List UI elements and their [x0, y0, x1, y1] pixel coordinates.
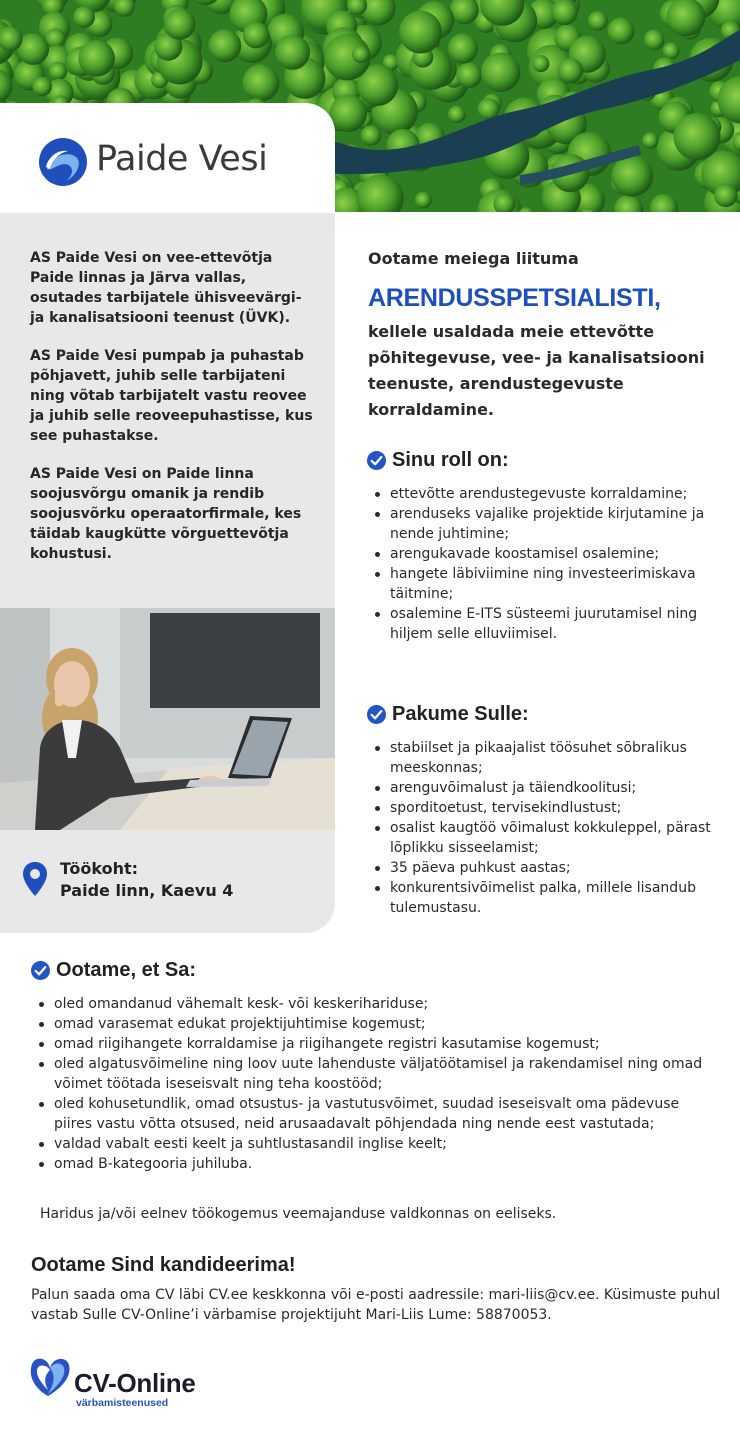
- left-panel: [0, 103, 335, 933]
- cv-online-logo: [28, 1356, 196, 1409]
- list-item: 35 päeva puhkust aastas;: [367, 858, 727, 878]
- company-intro: [30, 248, 320, 582]
- location-label: Töökoht:: [60, 859, 139, 878]
- list-item: omad riigihangete korraldamise ja riigihangete registri kasutamise kogemust;: [31, 1034, 721, 1054]
- list-item: stabiilset ja pikaajalist töösuhet sõbralikus meeskonnas;: [367, 738, 727, 778]
- list-item: oled omandanud vähemalt kesk- või keskerihariduse;: [31, 994, 721, 1014]
- preference-note: Haridus ja/või eelnev töökogemus veemajanduse valdkonnas on eeliseks.: [40, 1206, 557, 1222]
- offer-description: kellele usaldada meie ettevõtte põhitegevuse, vee- ja kanalisatsiooni teenuste, arendustegevuste korraldamine.: [368, 322, 705, 419]
- list-item: osalemine E-ITS süsteemi juurutamisel ning hiljem selle elluviimisel.: [367, 604, 727, 644]
- job-offer: [368, 244, 718, 423]
- list-item: oled kohusetundlik, omad otsustus- ja vastutusvõimet, suudad iseseisvalt oma pädevuse piires vastu võtta otsused, neid arusaadavalt põhjendada ning nende eest vastutada;: [31, 1094, 721, 1134]
- list-item: omad B-kategooria juhiluba.: [31, 1154, 721, 1174]
- list-item: valdad vabalt eesti keelt ja suhtlustasandil inglise keelt;: [31, 1134, 721, 1154]
- list-item: arengukavade koostamisel osalemine;: [367, 544, 727, 564]
- role-heading: Sinu roll on:: [392, 449, 509, 471]
- woman-on-phone-at-laptop-photo: [0, 608, 335, 830]
- check-circle-icon: [367, 705, 386, 724]
- benefits-list: [367, 738, 727, 918]
- intro-paragraph: AS Paide Vesi on Paide linna soojusvõrgu omanik ja rendib soojusvõrku operaatorfirmale, kes täidab kaugkütte võrguettevõtja kohustusi.: [30, 466, 302, 562]
- list-item: hangete läbiviimine ning investeerimiskava täitmine;: [367, 564, 727, 604]
- offer-lead: Ootame meiega liituma: [368, 249, 579, 268]
- cv-online-logo-icon: [28, 1356, 72, 1400]
- apply-heading: Ootame Sind kandideerima!: [31, 1254, 296, 1276]
- cv-online-name: CV-Online: [74, 1368, 196, 1398]
- apply-section: [31, 1254, 721, 1325]
- check-circle-icon: [367, 451, 386, 470]
- intro-paragraph: AS Paide Vesi on vee-ettevõtja Paide linnas ja Järva vallas, osutades tarbijatele ühisveevärgi- ja kanalisatsiooni teenust (ÜVK).: [30, 250, 302, 326]
- list-item: arenguvõimalust ja täiendkoolitusi;: [367, 778, 727, 798]
- brand-name: Paide Vesi: [96, 139, 268, 179]
- brand-logo: [0, 103, 335, 213]
- benefits-section: [367, 703, 727, 918]
- role-list: [367, 484, 727, 644]
- list-item: konkurentsivõimelist palka, millele lisandub tulemustasu.: [367, 878, 727, 918]
- cv-online-tagline: värbamisteenused: [76, 1397, 169, 1409]
- apply-text: Palun saada oma CV läbi CV.ee keskkonna või e-posti aadressile: mari-liis@cv.ee. Küsimuste puhul vastab Sulle CV-Online’i värbamise projektijuht Mari-Liis Lume: 58870053.: [31, 1287, 721, 1323]
- requirements-list: [31, 994, 721, 1174]
- list-item: oled algatusvõimeline ning loov uute lahenduste väljatöötamisel ja rakendamisel ning omad võimet töötada iseseisvalt ning teha koostööd;: [31, 1054, 721, 1094]
- check-circle-icon: [31, 961, 50, 980]
- requirements-section: [31, 959, 721, 1174]
- job-title: ARENDUSSPETSIALISTI,: [368, 284, 661, 312]
- list-item: omad varasemat edukat projektijuhtimise kogemust;: [31, 1014, 721, 1034]
- paide-vesi-logo-icon: [38, 137, 88, 187]
- role-section: [367, 449, 727, 644]
- location-pin-icon: [22, 861, 48, 897]
- list-item: osalist kaugtöö võimalust kokkuleppel, pärast lõplikku sisseelamist;: [367, 818, 727, 858]
- list-item: sporditoetust, tervisekindlustust;: [367, 798, 727, 818]
- benefits-heading: Pakume Sulle:: [392, 703, 529, 725]
- intro-paragraph: AS Paide Vesi pumpab ja puhastab põhjavett, juhib selle tarbijateni ning võtab tarbijatelt vastu reovee ja juhib selle reoveepuhastisse, kus see puhastakse.: [30, 348, 313, 444]
- list-item: arenduseks vajalike projektide kirjutamine ja nende juhtimine;: [367, 504, 727, 544]
- requirements-heading: Ootame, et Sa:: [56, 959, 197, 981]
- list-item: ettevõtte arendustegevuste korraldamine;: [367, 484, 727, 504]
- location-value: Paide linn, Kaevu 4: [60, 881, 234, 900]
